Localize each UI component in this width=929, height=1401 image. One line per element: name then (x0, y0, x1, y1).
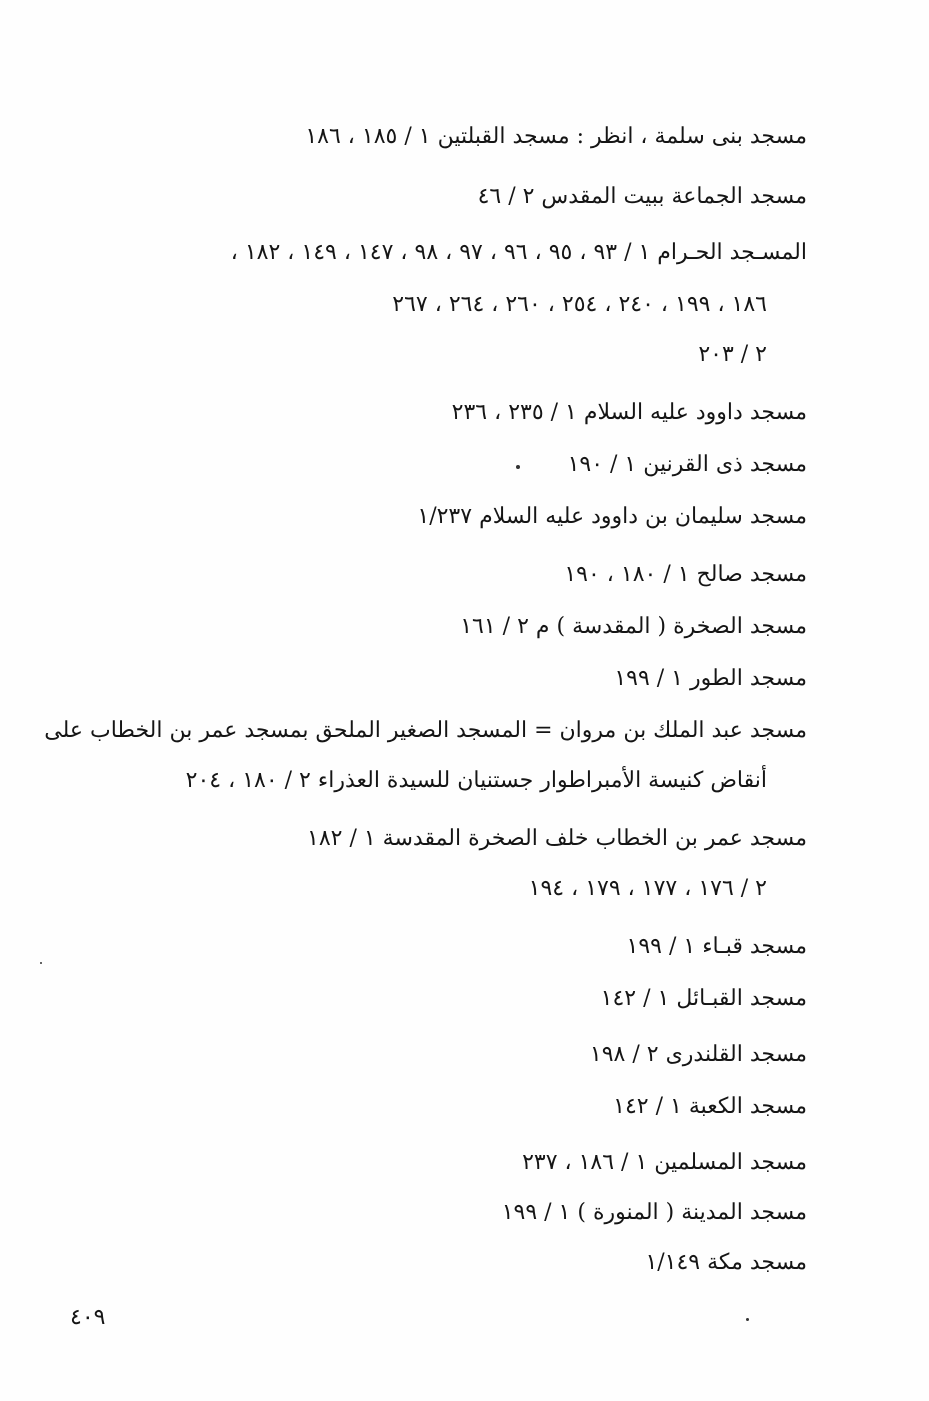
index-entry: مسجد قبـاء ١ / ١٩٩ (626, 934, 807, 959)
ink-speck (516, 465, 520, 469)
index-entry-continuation: أنقاض كنيسة الأمبراطوار جستنيان للسيدة العذراء ٢ / ١٨٠ ، ٢٠٤ (185, 768, 767, 793)
index-entry: مسجد الطور ١ / ١٩٩ (614, 666, 807, 691)
index-entry-continuation: ١٨٦ ، ١٩٩ ، ٢٤٠ ، ٢٥٤ ، ٢٦٠ ، ٢٦٤ ، ٢٦٧ (392, 292, 767, 317)
index-entry: مسجد الصخرة ( المقدسة ) م ٢ / ١٦١ (460, 614, 807, 639)
index-entry: مسجد الجماعة ببيت المقدس ٢ / ٤٦ (477, 184, 807, 209)
index-entry-continuation: ٢ / ١٧٦ ، ١٧٧ ، ١٧٩ ، ١٩٤ (528, 876, 767, 901)
index-entry: المسـجد الحـرام ١ / ٩٣ ، ٩٥ ، ٩٦ ، ٩٧ ، ٩٨ ، ١٤٧ ، ١٤٩ ، ١٨٢ ، (230, 240, 807, 265)
index-entry: مسجد بنى سلمة ، انظر : مسجد القبلتين ١ / ١٨٥ ، ١٨٦ (305, 124, 807, 149)
index-entry: مسجد مكة ١/١٤٩ (645, 1250, 807, 1275)
index-entry: مسجد ذى القرنين ١ / ١٩٠ (567, 452, 807, 477)
index-entry-continuation: ٢ / ٢٠٣ (698, 342, 767, 367)
index-entry: مسجد عبد الملك بن مروان = المسجد الصغير الملحق بمسجد عمر بن الخطاب على (44, 718, 807, 743)
index-entry: مسجد عمر بن الخطاب خلف الصخرة المقدسة ١ / ١٨٢ (307, 826, 807, 851)
index-entry: مسجد داوود عليه السلام ١ / ٢٣٥ ، ٢٣٦ (451, 400, 807, 425)
ink-speck (40, 962, 42, 964)
ink-speck (746, 1318, 749, 1321)
index-entry: مسجد القبـائل ١ / ١٤٢ (600, 986, 807, 1011)
index-entry: مسجد سليمان بن داوود عليه السلام ١/٢٣٧ (417, 504, 807, 529)
index-entry: مسجد المدينة ( المنورة ) ١ / ١٩٩ (501, 1200, 807, 1225)
index-entry: مسجد المسلمين ١ / ١٨٦ ، ٢٣٧ (522, 1150, 807, 1175)
index-entry: مسجد الكعبة ١ / ١٤٢ (613, 1094, 807, 1119)
index-entry: مسجد صالح ١ / ١٨٠ ، ١٩٠ (564, 562, 807, 587)
index-entry: مسجد القلندرى ٢ / ١٩٨ (589, 1042, 807, 1067)
page-number: ٤٠٩ (70, 1305, 106, 1330)
